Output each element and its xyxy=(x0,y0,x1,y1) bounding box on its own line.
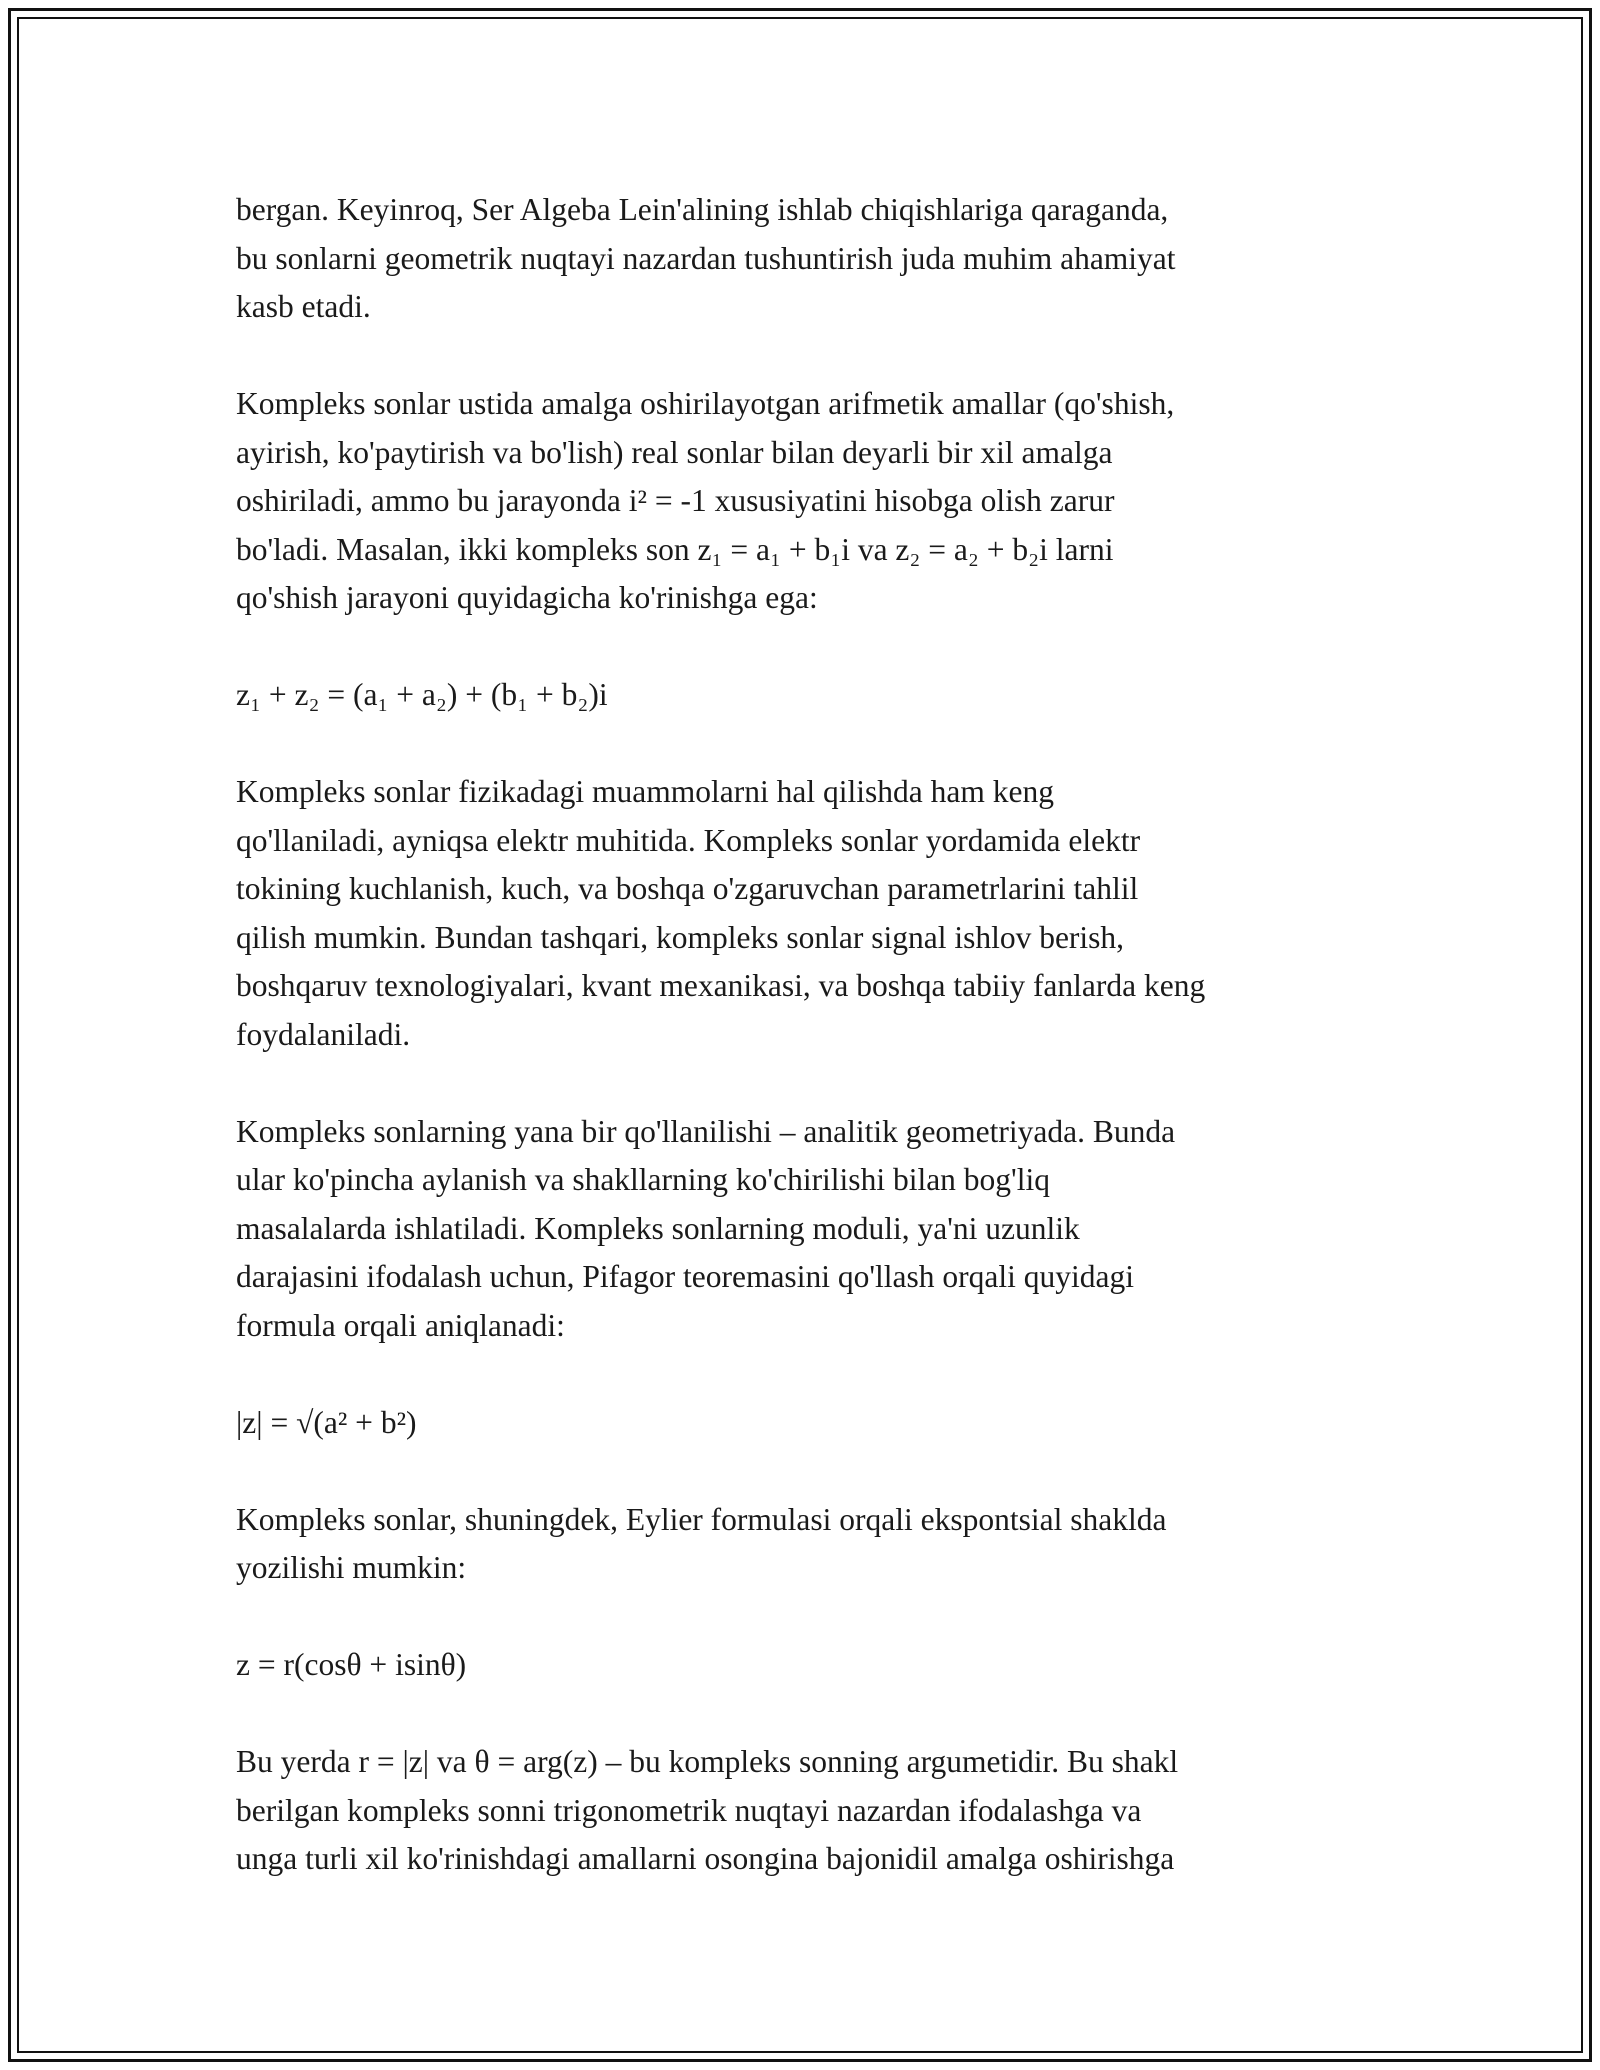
text-line: bo'ladi. Masalan, ikki kompleks son z₁ = a₁ + b₁i va z₂ = a₂ + b₂i larni xyxy=(236,531,1114,567)
text-line: berilgan kompleks sonni trigonometrik nuqtayi nazardan ifodalashga va xyxy=(236,1792,1142,1828)
text-line: qo'llaniladi, ayniqsa elektr muhitida. Kompleks sonlar yordamida elektr xyxy=(236,822,1141,858)
formula-modulus xyxy=(236,1399,1386,1448)
formula-line: z = r(cosθ + isinθ) xyxy=(236,1647,467,1682)
text-line: qilish mumkin. Bundan tashqari, kompleks sonlar signal ishlov berish, xyxy=(236,919,1125,955)
text-line: bergan. Keyinroq, Ser Algeba Lein'alining ishlab chiqishlariga qaraganda, xyxy=(236,192,1169,227)
paragraph-intro-continuation xyxy=(236,186,1386,332)
paragraph-physics-applications xyxy=(236,768,1386,1059)
formula-trigonometric xyxy=(236,1641,1386,1690)
text-line: Kompleks sonlarning yana bir qo'llanilishi – analitik geometriyada. Bunda xyxy=(236,1113,1176,1149)
text-line: masalalarda ishlatiladi. Kompleks sonlarning moduli, ya'ni uzunlik xyxy=(236,1210,1080,1246)
text-line: ular ko'pincha aylanish va shakllarning ko'chirilishi bilan bog'liq xyxy=(236,1162,1050,1197)
text-line: kasb etadi. xyxy=(236,289,371,324)
paragraph-euler-form xyxy=(236,1496,1386,1593)
text-line: yozilishi mumkin: xyxy=(236,1550,467,1585)
text-line: unga turli xil ko'rinishdagi amallarni osongina bajonidil amalga oshirishga xyxy=(236,1841,1175,1876)
document-body xyxy=(236,186,1386,1932)
text-line: oshiriladi, ammo bu jarayonda i² = -1 xususiyatini hisobga olish zarur xyxy=(236,483,1115,518)
text-line: darajasini ifodalash uchun, Pifagor teoremasini qo'llash orqali quyidagi xyxy=(236,1259,1134,1294)
text-line: Kompleks sonlar, shuningdek, Eylier formulasi orqali ekspontsial shaklda xyxy=(236,1501,1167,1537)
paragraph-arithmetic-operations xyxy=(236,380,1386,623)
text-line: foydalaniladi. xyxy=(236,1016,411,1052)
text-line: Bu yerda r = |z| va θ = arg(z) – bu kompleks sonning argumetidir. Bu shakl xyxy=(236,1744,1179,1779)
paragraph-argument xyxy=(236,1738,1386,1884)
text-line: Kompleks sonlar ustida amalga oshirilayotgan arifmetik amallar (qo'shish, xyxy=(236,386,1175,421)
text-line: Kompleks sonlar fizikadagi muammolarni hal qilishda ham keng xyxy=(236,774,1054,809)
text-line: bu sonlarni geometrik nuqtayi nazardan tushuntirish juda muhim ahamiyat xyxy=(236,240,1176,276)
formula-addition xyxy=(236,671,1386,720)
formula-line: z₁ + z₂ = (a₁ + a₂) + (b₁ + b₂)i xyxy=(236,677,608,712)
text-line: ayirish, ko'paytirish va bo'lish) real sonlar bilan deyarli bir xil amalga xyxy=(236,434,1113,470)
text-line: tokining kuchlanish, kuch, va boshqa o'zgaruvchan parametrlarini tahlil xyxy=(236,871,1139,906)
paragraph-analytic-geometry xyxy=(236,1108,1386,1351)
formula-line: |z| = √(a² + b²) xyxy=(236,1404,417,1440)
text-line: formula orqali aniqlanadi: xyxy=(236,1307,565,1343)
text-line: boshqaruv texnologiyalari, kvant mexanikasi, va boshqa tabiiy fanlarda keng xyxy=(236,968,1206,1003)
text-line: qo'shish jarayoni quyidagicha ko'rinishga ega: xyxy=(236,580,818,615)
